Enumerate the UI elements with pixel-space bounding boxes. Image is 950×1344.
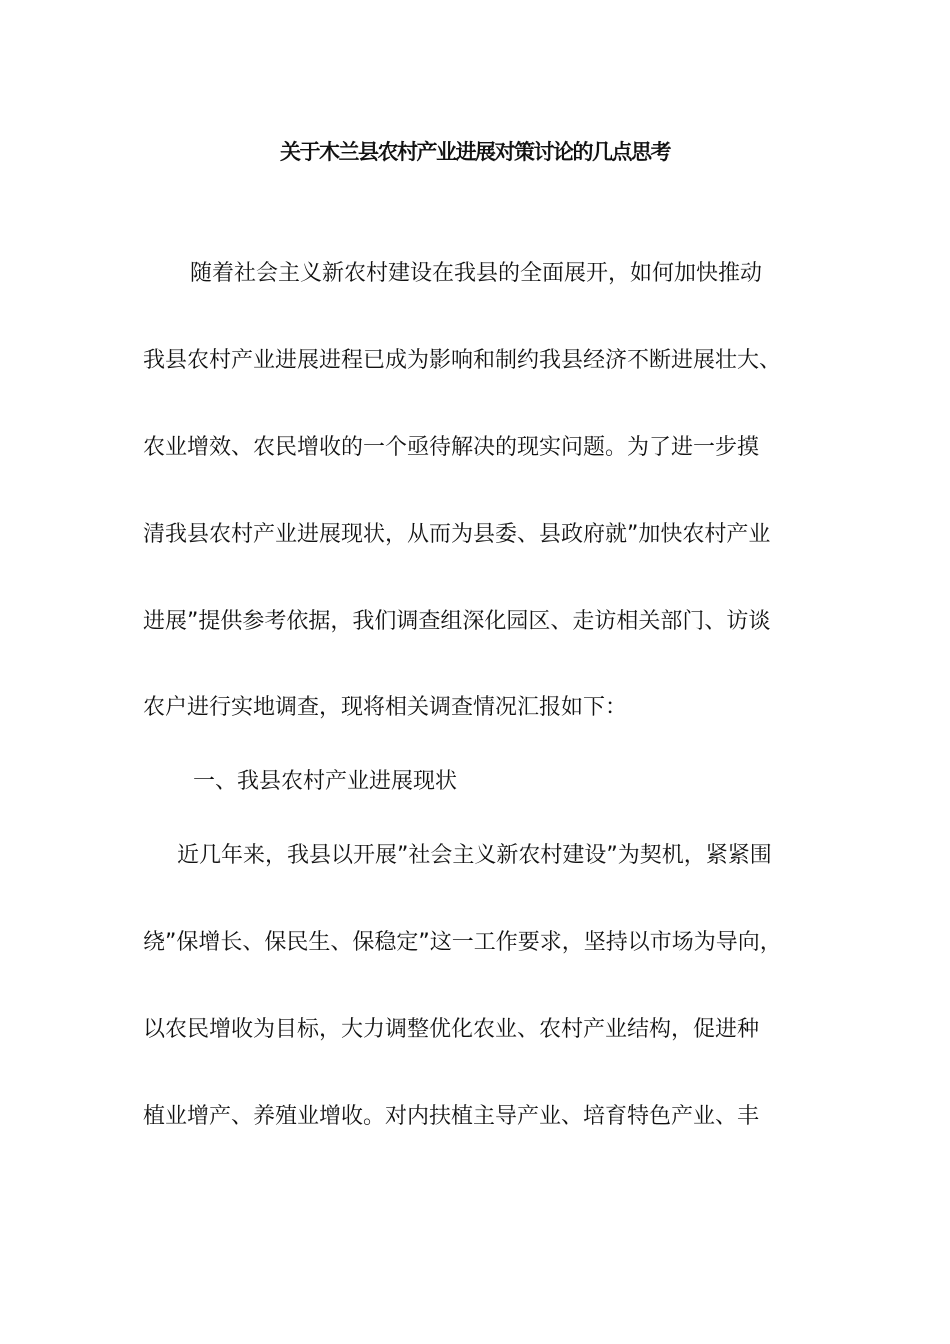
paragraph-line: 植业增产、养殖业增收。对内扶植主导产业、培育特色产业、丰 [143, 1104, 760, 1129]
paragraph-line: 随着社会主义新农村建设在我县的全面展开，如何加快推动 [190, 261, 763, 286]
paragraph-line: 进展”提供参考依据，我们调查组深化园区、走访相关部门、访谈 [143, 609, 771, 634]
paragraph-line: 绕”保增长、保民生、保稳定”这一工作要求，坚持以市场为导向， [143, 930, 782, 955]
document-title: 关于木兰县农村产业进展对策讨论的几点思考 [280, 140, 670, 164]
section-heading: 一、我县农村产业进展现状 [193, 769, 458, 794]
paragraph-line: 我县农村产业进展进程已成为影响和制约我县经济不断进展壮大、 [143, 348, 782, 373]
paragraph-line: 以农民增收为目标，大力调整优化农业、农村产业结构，促进种 [143, 1017, 760, 1042]
paragraph-line: 农业增效、农民增收的一个亟待解决的现实问题。为了进一步摸 [143, 435, 760, 460]
paragraph-line: 近几年来，我县以开展”社会主义新农村建设”为契机，紧紧围 [177, 843, 772, 868]
paragraph-line: 清我县农村产业进展现状，从而为县委、县政府就”加快农村产业 [143, 522, 771, 547]
paragraph-line: 农户进行实地调查，现将相关调查情况汇报如下： [143, 695, 628, 720]
